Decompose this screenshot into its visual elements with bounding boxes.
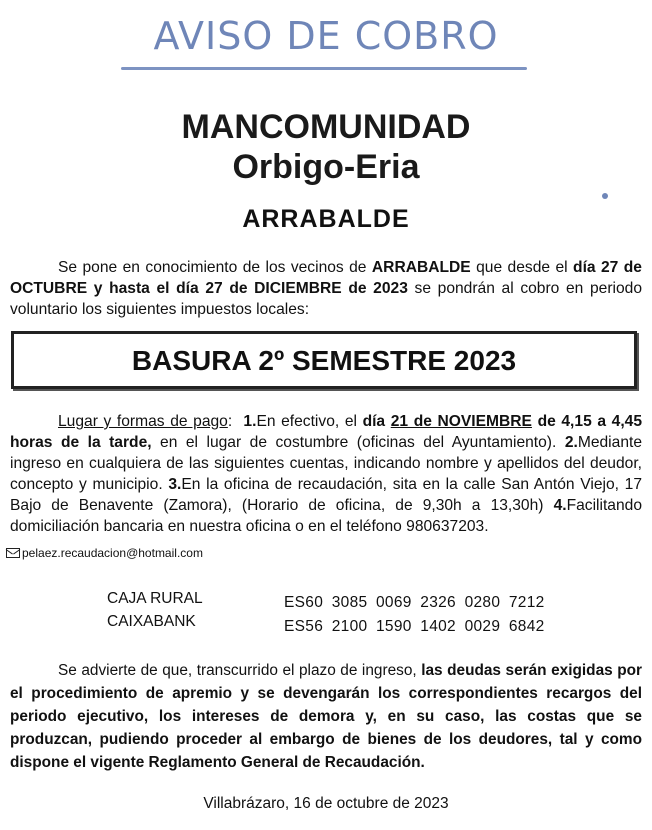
bank-iban: ES60 3085 0069 2326 0280 7212 xyxy=(284,594,545,611)
town-name: ARRABALDE xyxy=(242,205,410,233)
warning-text: Se advierte de que, transcurrido el plazo de ingreso, xyxy=(58,662,422,679)
payment-text: En efectivo, el xyxy=(256,413,363,430)
payment-day: día xyxy=(362,413,391,430)
intro-text: Se pone en conocimiento de los vecinos de xyxy=(58,259,372,276)
warning-paragraph xyxy=(10,659,642,774)
tax-title: BASURA 2º SEMESTRE 2023 xyxy=(131,345,517,376)
payment-time: de 4,15 a 4,45 horas de la tarde, xyxy=(10,413,642,451)
payment-paragraph xyxy=(10,411,642,537)
payment-text: Mediante ingreso en cualquiera de las siguientes cuentas, indicando nombre y apellidos del deudor, concepto y municipio. xyxy=(10,434,642,493)
notice-title: AVISO DE COBRO xyxy=(153,14,499,58)
organization-subname: Orbigo-Eria xyxy=(232,148,420,186)
warning-bold-text: las deudas serán exigidas por el procedimiento de apremio y se devengarán los correspondientes recargos del periodo ejecutivo, los intereses de demora y, en su caso, las costas que se produzcan, pudiendo proceder al embargo de bienes de los deudores, tal y como dispone el vigente Reglamento General de Recaudación. xyxy=(10,662,642,771)
intro-text: se pondrán al cobro en periodo voluntario los siguientes impuestos locales: xyxy=(10,280,643,318)
intro-text: que desde el xyxy=(470,259,574,276)
payment-text: en el lugar de costumbre (oficinas del Ayuntamiento). xyxy=(151,434,565,451)
email-row xyxy=(6,546,203,560)
envelope-icon xyxy=(6,548,20,558)
bank-name: CAJA RURAL xyxy=(107,590,203,607)
ink-dot xyxy=(602,193,608,199)
organization-name: MANCOMUNIDAD xyxy=(181,108,471,146)
bank-name: CAIXABANK xyxy=(107,613,196,630)
date-line: Villabrázaro, 16 de octubre de 2023 xyxy=(203,795,449,812)
payment-text: Facilitando domiciliación bancaria en nuestra oficina o en el teléfono 980637203. xyxy=(10,497,642,535)
email-address[interactable]: pelaez.recaudacion@hotmail.com xyxy=(22,546,203,560)
intro-paragraph xyxy=(10,257,642,320)
step-number: 4. xyxy=(553,497,567,514)
step-number: 2. xyxy=(564,434,578,451)
payment-date: 21 de NOVIEMBRE xyxy=(390,413,532,430)
title-underline xyxy=(121,67,527,70)
step-number: 1. xyxy=(243,413,257,430)
step-number: 3. xyxy=(168,476,182,493)
intro-period: día 27 de OCTUBRE y hasta el día 27 de DICIEMBRE de 2023 xyxy=(10,259,642,297)
payment-heading: Lugar y formas de pago xyxy=(58,413,228,430)
payment-text: En la oficina de recaudación, sita en la calle San Antón Viejo, 17 Bajo de Benavente (Zamora), (Horario de oficina, de 9,30h a 13,30h) xyxy=(10,476,642,514)
payment-colon: : xyxy=(227,413,244,430)
bank-iban: ES56 2100 1590 1402 0029 6842 xyxy=(284,618,545,635)
intro-town: ARRABALDE xyxy=(371,259,471,276)
